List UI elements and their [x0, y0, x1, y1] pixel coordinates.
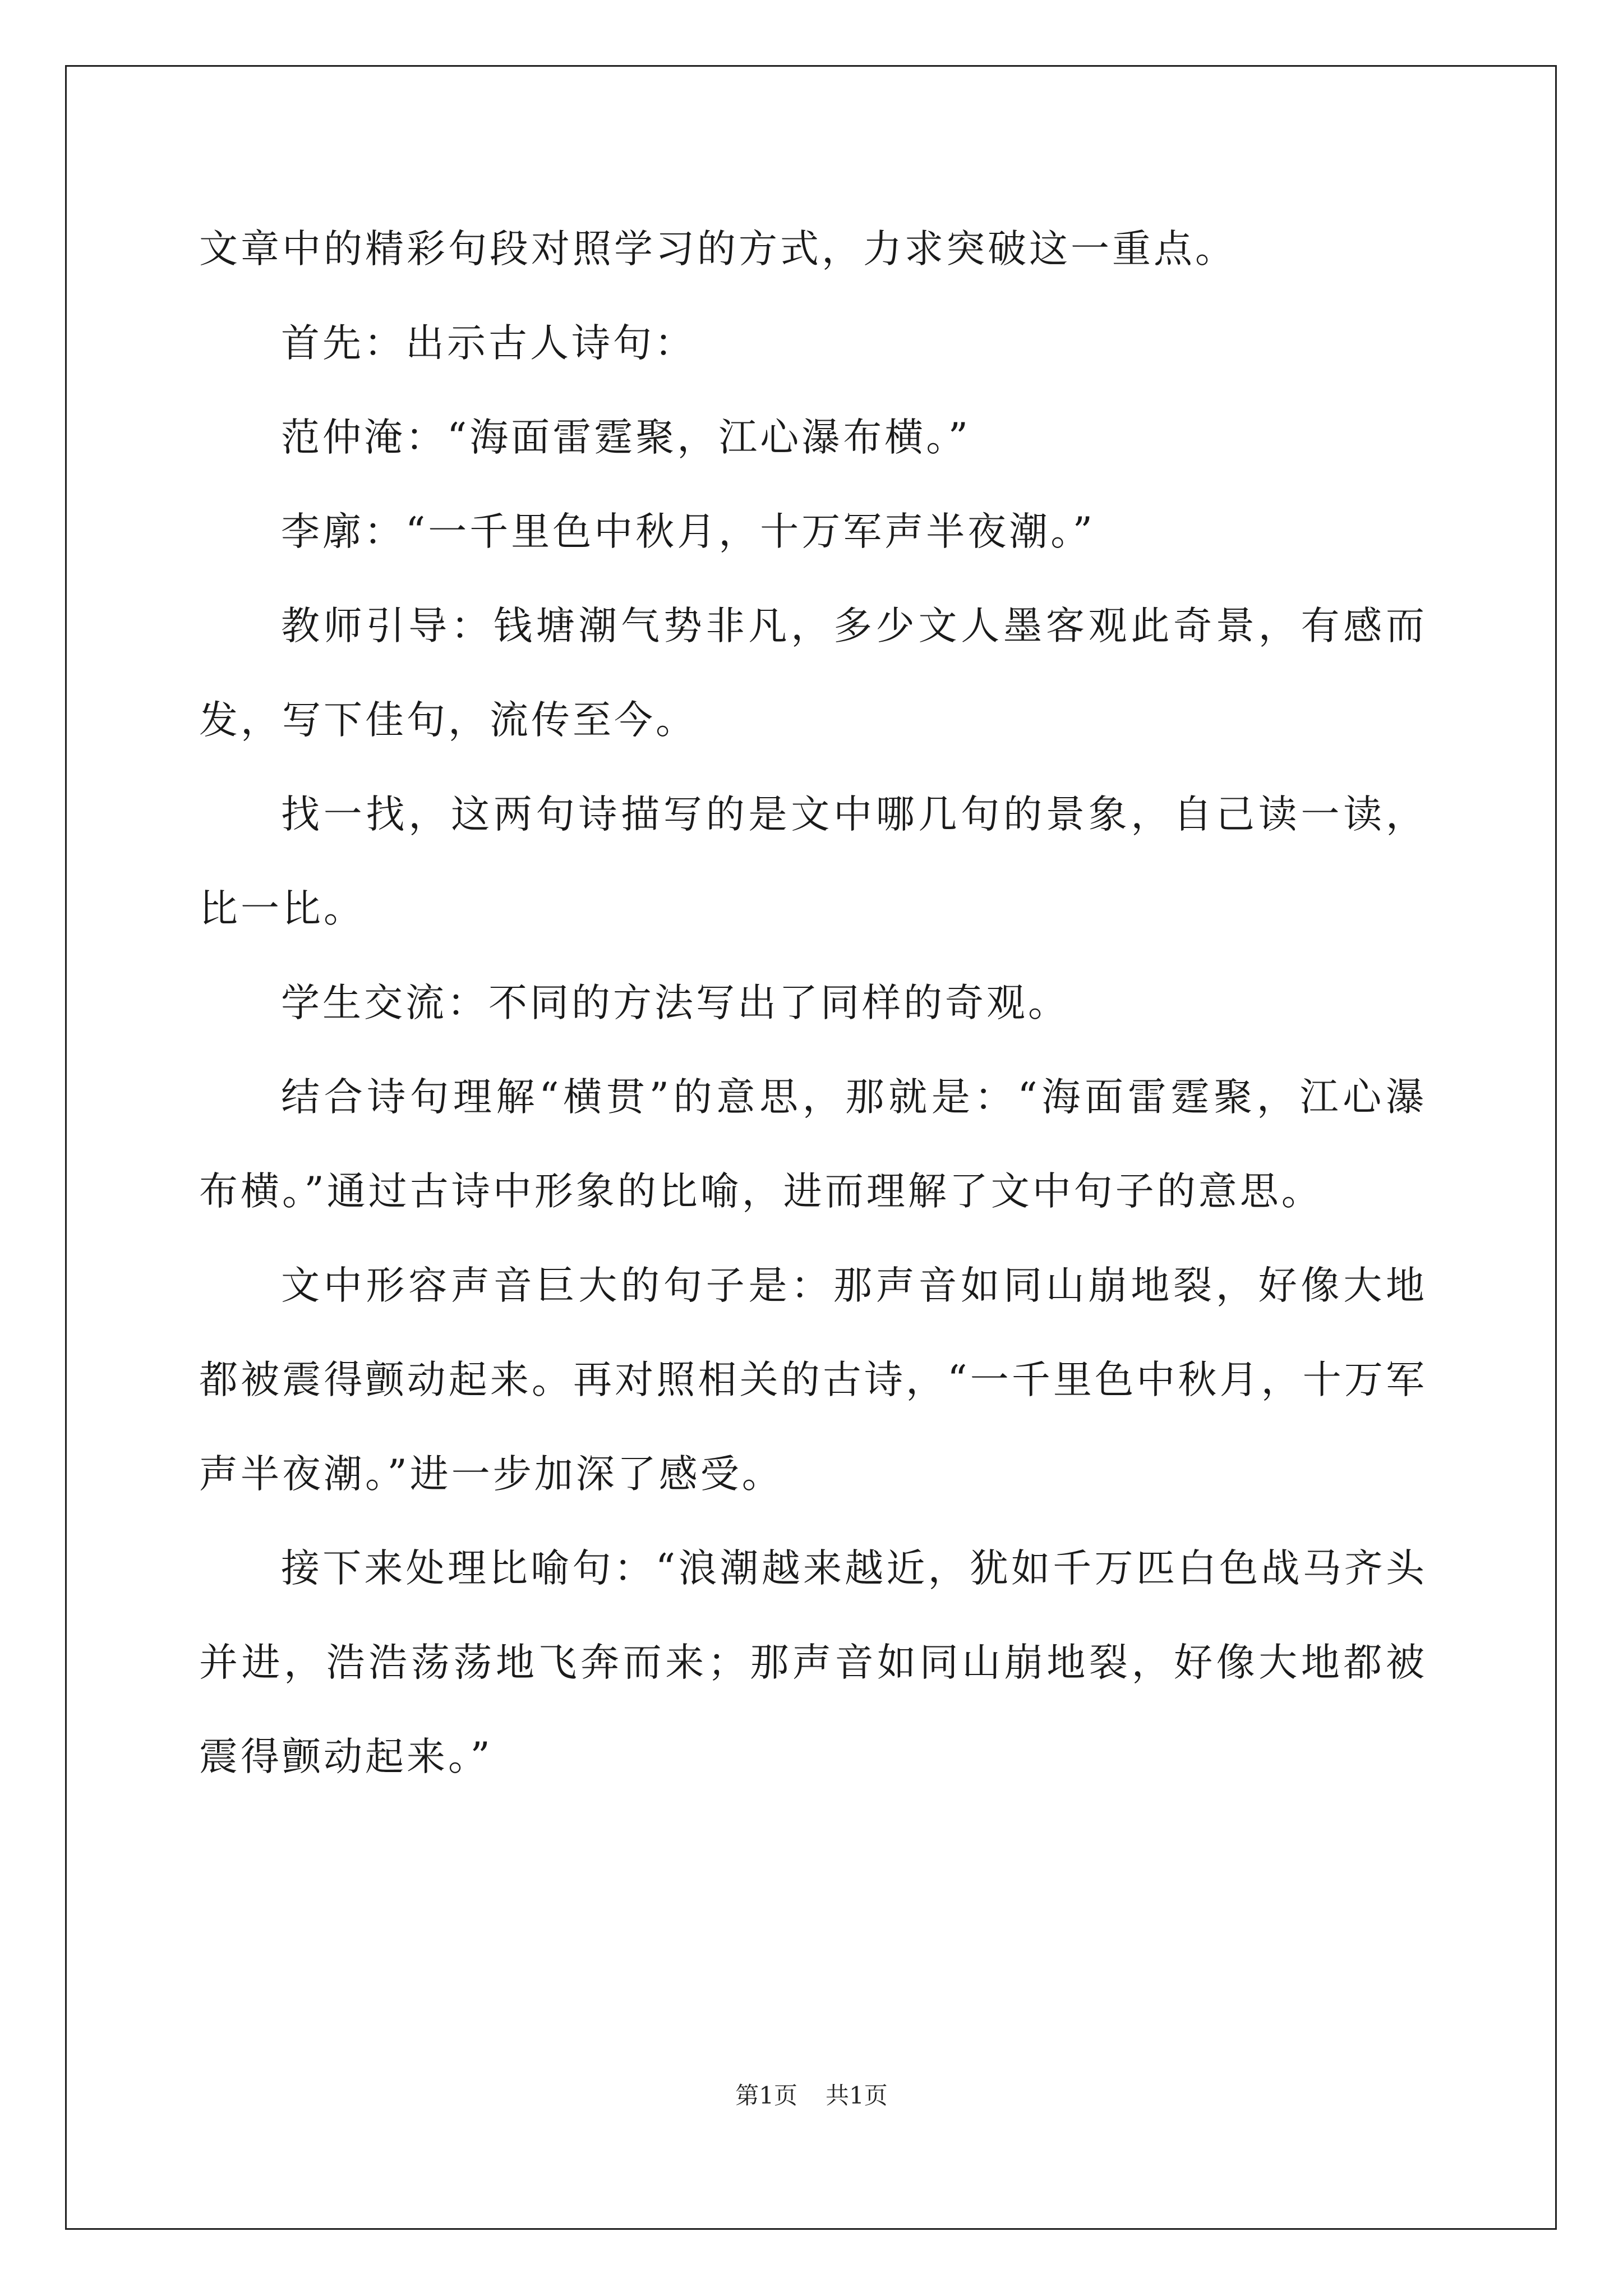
paragraph-4: 李廓：“一千里色中秋月，十万军声半夜潮。”	[281, 509, 1096, 554]
paragraph-5: 教师引导：钱塘潮气势非凡，多少文人墨客观此奇景，有感而发，写下佳句，流传至今。	[199, 604, 1427, 743]
paragraph-10: 接下来处理比喻句：“浪潮越来越近，犹如千万匹白色战马齐头并进，浩浩荡荡地飞奔而来；那声音如同山崩地裂，好像大地都被震得颤动起来。”	[199, 1546, 1427, 1779]
paragraph-6: 找一找，这两句诗描写的是文中哪几句的景象，自己读一读，比一比。	[199, 792, 1427, 931]
paragraph-7: 学生交流：不同的方法写出了同样的奇观。	[281, 981, 1069, 1025]
paragraph-8: 结合诗句理解“横贯”的意思，那就是：“海面雷霆聚，江心瀑布横。”通过古诗中形象的比喻，进而理解了文中句子的意思。	[199, 1075, 1427, 1214]
paragraph-3: 范仲淹：“海面雷霆聚，江心瀑布横。”	[281, 415, 971, 460]
page-total: 共1页	[826, 2082, 888, 2109]
document-body	[199, 202, 1427, 1804]
page-footer	[0, 2079, 1623, 2113]
paragraph-2: 首先：出示古人诗句：	[281, 321, 696, 366]
page-number: 第1页	[735, 2082, 797, 2109]
paragraph-1: 文章中的精彩句段对照学习的方式，力求突破这一重点。	[199, 227, 1237, 272]
paragraph-9: 文中形容声音巨大的句子是：那声音如同山崩地裂，好像大地都被震得颤动起来。再对照相关的古诗，“一千里色中秋月，十万军声半夜潮。”进一步加深了感受。	[199, 1263, 1427, 1497]
